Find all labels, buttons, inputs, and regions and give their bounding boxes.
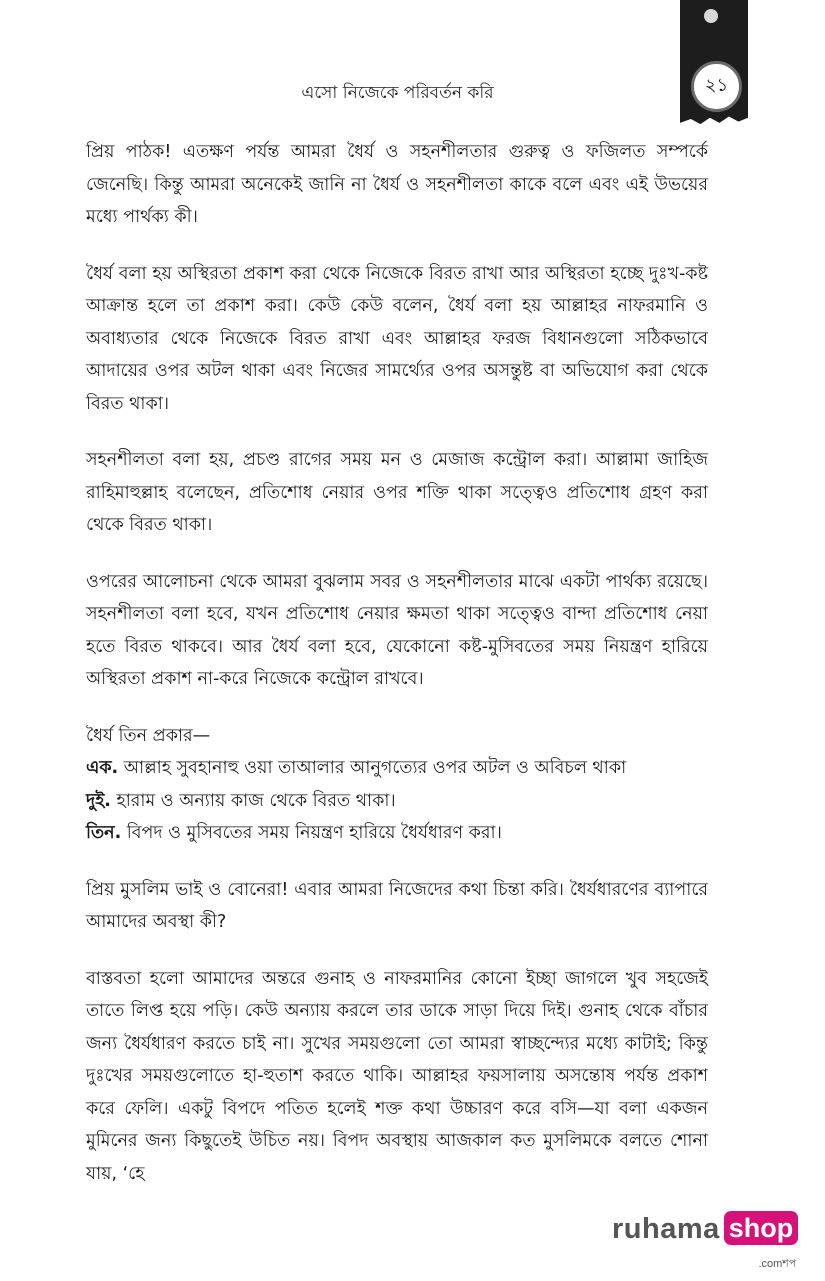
paragraph-intro: প্রিয় পাঠক! এতক্ষণ পর্যন্ত আমরা ধৈর্য ও সহনশীলতার গুরুত্ব ও ফজিলত সম্পর্কে জেনেছি। কিন্তু আমরা অনেকেই জানি না ধৈর্য ও সহনশীলতা কাকে বলে এবং এই উভয়ের মধ্যে পার্থক্য কী। [86,142,708,227]
paragraph-reality: বাস্তবতা হলো আমাদের অন্তরে গুনাহ ও নাফরমানির কোনো ইচ্ছা জাগলে খুব সহজেই তাতে লিপ্ত হয়ে পড়ি। কেউ অন্যায় করলে তার ডাকে সাড়া দিয়ে দিই। গুনাহ থেকে বাঁচার জন্য ধৈর্যধারণ করতে চাই না। সুখের সময়গুলো তো আমরা স্বাচ্ছন্দ্যের মধ্যে কাটাই; কিন্তু দুঃখের সময়গুলোতে হা-হুতাশ করতে থাকি। আল্লাহর ফয়সালায় অসন্তোষ পর্যন্ত প্রকাশ করে ফেলি। একটু বিপদে পতিত হলেই শক্ত কথা উচ্চারণ করে বসি—যা বলা একজন মুমিনের জন্য কিছুতেই উচিত নয়। বিপদ অবস্থায় আজকাল কত মুসলিমকে বলতে শোনা যায়, ‘হে [86,968,708,1184]
list-item-number: এক. [86,758,119,778]
list-item-number: তিন. [86,823,122,843]
logo-com-text: .comশপ [758,1258,797,1270]
tab-hole-decoration [704,9,718,23]
paragraph-question: প্রিয় মুসলিম ভাই ও বোনেরা! এবার আমরা নিজেদের কথা চিন্তা করি। ধৈর্যধারণের ব্যাপারে আমাদের অবস্থা কী? [86,879,708,932]
patience-types-list [86,720,708,850]
publisher-logo [612,1211,798,1270]
list-item [86,785,708,818]
list-item-number: দুই. [86,790,111,811]
paragraph-difference: ওপরের আলোচনা থেকে আমরা বুঝলাম সবর ও সহনশীলতার মাঝে একটা পার্থক্য রয়েছে। সহনশীলতা বলা হবে, যখন প্রতিশোধ নেয়ার ক্ষমতা থাকা সত্ত্বেও বান্দা প্রতিশোধ নেয়া হতে বিরত থাকবে। আর ধৈর্য বলা হবে, যেকোনো কষ্ট-মুসিবতের সময় নিয়ন্ত্রণ হারিয়ে অস্থিরতা প্রকাশ না-করে নিজেকে কন্ট্রোল রাখবে। [86,571,708,689]
list-item-text: আল্লাহ সুবহানাহু ওয়া তাআলার আনুগত্যের ওপর অটল ও অবিচল থাকা [118,758,627,778]
paragraph-tolerance-definition: সহনশীলতা বলা হয়, প্রচণ্ড রাগের সময় মন ও মেজাজ কন্ট্রোল করা। আল্লামা জাহিজ রাহিমাহুল্লাহ বলেছেন, প্রতিশোধ নেয়ার ওপর শক্তি থাকা সত্ত্বেও প্রতিশোধ গ্রহণ করা থেকে বিরত থাকা। [86,450,708,535]
running-header-title: এসো নিজেকে পরিবর্তন করি [301,83,494,103]
page-number: ২১ [704,75,729,96]
page-body [86,136,708,1214]
list-item [86,817,708,850]
paragraph-patience-definition: ধৈর্য বলা হয় অস্থিরতা প্রকাশ করা থেকে নিজেকে বিরত রাখা আর অস্থিরতা হচ্ছে দুঃখ-কষ্ট আক্রান্ত হলে তা প্রকাশ করা। কেউ কেউ বলেন, ধৈর্য বলা হয় আল্লাহর নাফরমানি ও অবাধ্যতার থেকে নিজেকে বিরত রাখা এবং আল্লাহর ফরজ বিধানগুলো সঠিকভাবে আদায়ের ওপর অটল থাকা এবং নিজের সামর্থ্যের ওপর অসন্তুষ্ট বা অভিযোগ করা থেকে বিরত থাকা। [86,263,708,414]
list-item-text: হারাম ও অন্যায় কাজ থেকে বিরত থাকা। [110,790,396,811]
list-item-text: বিপদ ও মুসিবতের সময় নিয়ন্ত্রণ হারিয়ে ধৈর্যধারণ করা। [121,823,502,843]
list-item [86,752,708,785]
list-intro: ধৈর্য তিন প্রকার— [86,725,211,746]
logo-shop-badge [724,1211,799,1270]
logo-shop-text: shop [728,1213,794,1243]
logo-ruhama-text: ruhama [612,1213,720,1245]
